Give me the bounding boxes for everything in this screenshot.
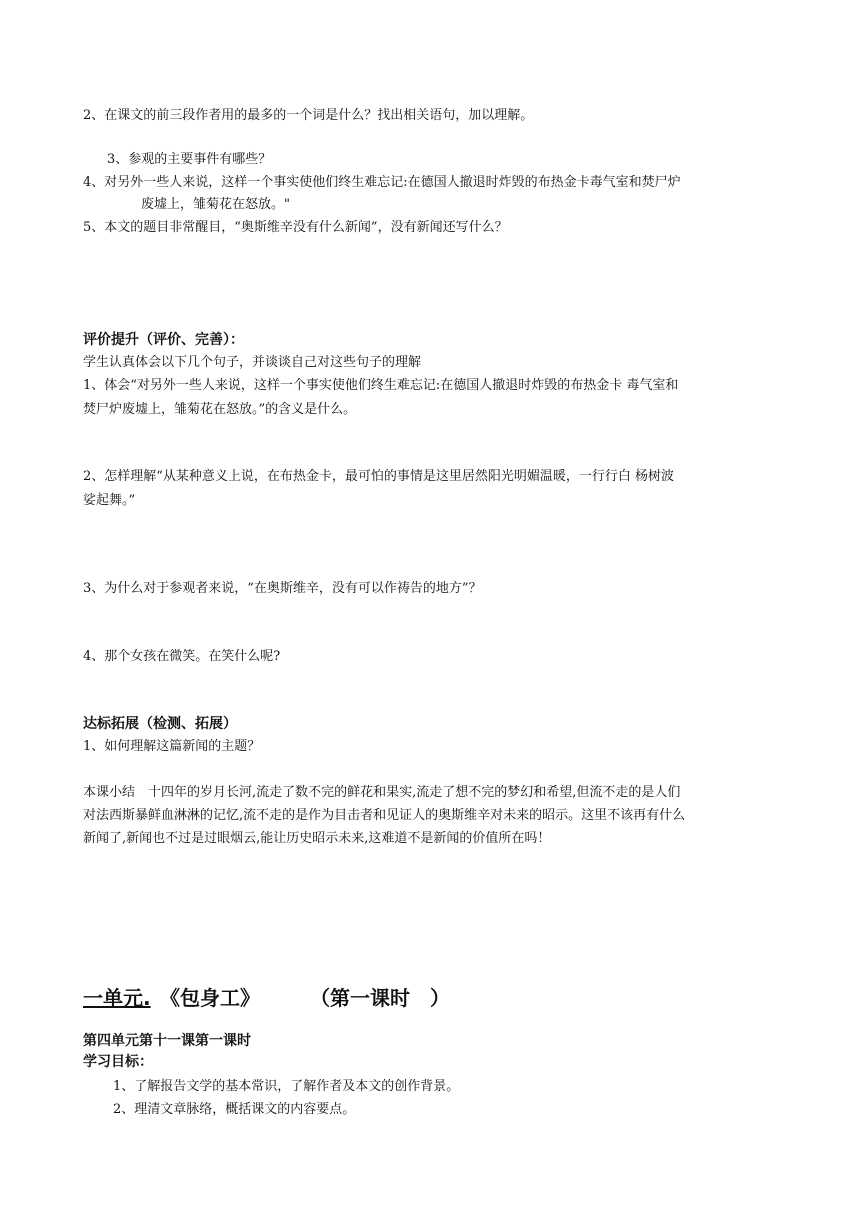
summary-line-2: 对法西斯暴鲜血淋淋的记忆,流不走的是作为目击者和见证人的奥斯维辛对未来的昭示。这里不该再有什么: [83, 808, 686, 823]
question-4-line2: 废墟上，雏菊花在怒放。": [141, 197, 290, 212]
evaluate-item-1-line2: 焚尸炉废墟上，雏菊花在怒放。”的含义是什么。: [83, 402, 357, 417]
evaluate-heading: 评价提升（评价、完善）：: [83, 332, 244, 348]
evaluate-item-1-line1: 1、体会“对另外一些人来说，这样一个事实使他们终生难忘记:在德国人撤退时炸毁的布热金卡 毒气室和: [83, 378, 679, 393]
question-2: 2、在课文的前三段作者用的最多的一个词是什么？找出相关语句，加以理解。: [83, 108, 534, 123]
evaluate-item-2-line1: 2、怎样理解“从某种意义上说，在布热金卡，最可怕的事情是这里居然阳光明媚温暖，一行行白 杨树波: [83, 469, 675, 484]
evaluate-item-3: 3、为什么对于参观者来说，“在奥斯维辛，没有可以作祷告的地方”？: [83, 581, 482, 596]
goals-label: 学习目标：: [83, 1054, 153, 1070]
goal-2: 2、理清文章脉络，概括课文的内容要点。: [113, 1102, 356, 1117]
unit-subheading: 第四单元第十一课第一课时: [83, 1033, 251, 1049]
summary-line-3: 新闻了,新闻也不过是过眼烟云,能让历史昭示未来,这难道不是新闻的价值所在吗！: [83, 831, 551, 846]
lesson-summary: [83, 781, 783, 850]
goal-1: 1、了解报告文学的基本常识，了解作者及本文的创作背景。: [113, 1079, 460, 1094]
evaluate-intro: 学生认真体会以下几个句子，并谈谈自己对这些句子的理解: [83, 355, 422, 370]
evaluate-item-2-line2: 娑起舞。”: [83, 493, 136, 508]
evaluate-item-4: 4、那个女孩在微笑。在笑什么呢?: [83, 649, 281, 664]
summary-line-1: 本课小结 十四年的岁月长河,流走了数不完的鲜花和果实,流走了想不完的梦幻和希望,但流不走的是人们: [83, 785, 681, 800]
question-3: 3、参观的主要事件有哪些？: [107, 152, 272, 167]
lesson-period: （第一课时 ）: [310, 986, 450, 1010]
question-4-line1: 4、对另外一些人来说，这样一个事实使他们终生难忘记:在德国人撤退时炸毁的布热金卡毒气室和焚尸炉: [83, 175, 681, 190]
lesson-title: 《包身工》: [160, 986, 260, 1010]
extend-item-1: 1、如何理解这篇新闻的主题？: [83, 739, 261, 754]
unit-label: 一单元.: [83, 986, 151, 1010]
extend-heading: 达标拓展（检测、拓展）: [83, 716, 237, 732]
question-5: 5、本文的题目非常醒目，“奥斯维辛没有什么新闻”，没有新闻还写什么？: [83, 220, 508, 235]
